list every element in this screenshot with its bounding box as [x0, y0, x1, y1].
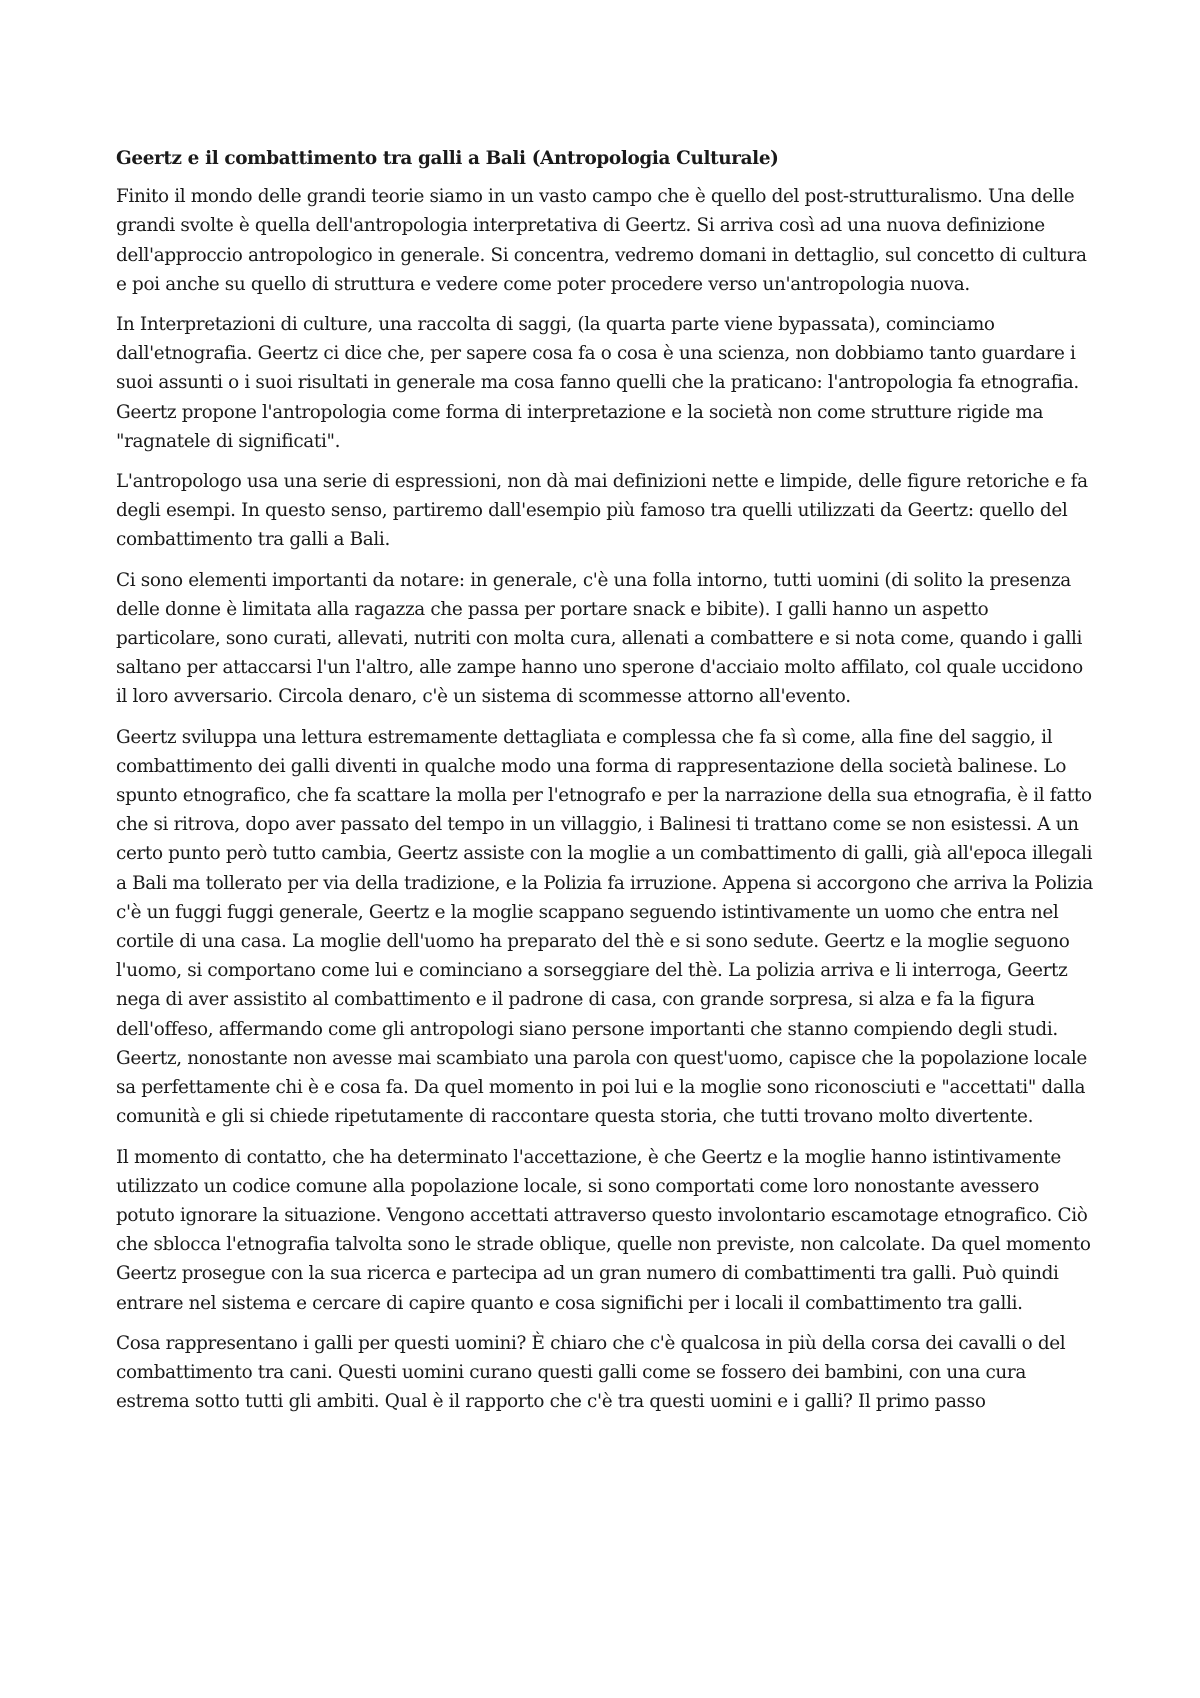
paragraph-anthropologist-expressions: L'antropologo usa una serie di espressioni, non dà mai definizioni nette e limpide, delle figure retoriche e fa degli esempi. In questo senso, partiremo dall'esempio più famoso tra quelli utilizzati da Geertz: quello del combattimento tra galli a Bali. — [116, 471, 1088, 551]
paragraph-what-roosters-represent: Cosa rappresentano i galli per questi uomini? È chiaro che c'è qualcosa in più della corsa dei cavalli o del combattimento tra cani. Questi uomini curano questi galli come se fossero dei bambini, con una cura estrema sotto tutti gli ambiti. Qual è il rapporto che c'è tra questi uomini e i galli? Il primo passo — [116, 1332, 1066, 1413]
paragraph-geertz-story: Geertz sviluppa una lettura estremamente dettagliata e complessa che fa sì come, alla fine del saggio, il combattimento dei galli diventi in qualche modo una forma di rappresentazione della società balinese. Lo spunto etnografico, che fa scattare la molla per l'etnografo e per la narrazione della sua etnografia, è il fatto che si ritrova, dopo aver passato del tempo in un villaggio, i Balinesi ti trattano come se non esistessi. A un certo punto però tutto cambia, Geertz assiste con la moglie a un combattimento di galli, già all'epoca illegali a Bali ma tollerato per via della tradizione, e la Polizia fa irruzione. Appena si accorgono che arriva la Polizia c'è un fuggi fuggi generale, Geertz e la moglie scappano seguendo istintivamente un uomo che entra nel cortile di una casa. La moglie dell'uomo ha preparato del thè e si sono sedute. Geertz e la moglie seguono l'uomo, si comportano come lui e cominciano a sorseggiare del thè. La polizia arriva e li interroga, Geertz nega di aver assistito al combattimento e il padrone di casa, con grande sorpresa, si alza e fa la figura dell'offeso, affermando come gli antropologi siano persone importanti che stanno compiendo degli studi. Geertz, nonostante non avesse mai scambiato una parola con quest'uomo, capisce che la popolazione locale sa perfettamente chi è e cosa fa. Da quel momento in poi lui e la moglie sono riconosciuti e "accettati" dalla comunità e gli si chiede ripetutamente di raccontare questa storia, che tutti trovano molto divertente. — [116, 726, 1093, 1128]
document-body — [116, 144, 1094, 1427]
paragraph-post-structuralism: Finito il mondo delle grandi teorie siamo in un vasto campo che è quello del post-strutturalismo. Una delle grandi svolte è quella dell'antropologia interpretativa di Geertz. Si arriva così ad una nuova definizione dell'approccio antropologico in generale. Si concentra, vedremo domani in dettaglio, sul concetto di cultura e poi anche su quello di struttura e vedere come poter procedere verso un'antropologia nuova. — [116, 186, 1087, 295]
document-title: Geertz e il combattimento tra galli a Bali (Antropologia Culturale) — [116, 148, 779, 169]
paragraph-moment-of-contact: Il momento di contatto, che ha determinato l'accettazione, è che Geertz e la moglie hanno istintivamente utilizzato un codice comune alla popolazione locale, si sono comportati come loro nonostante avessero potuto ignorare la situazione. Vengono accettati attraverso questo involontario escamotage etnografico. Ciò che sblocca l'etnografia talvolta sono le strade oblique, quelle non previste, non calcolate. Da quel momento Geertz prosegue con la sua ricerca e partecipa ad un gran numero di combattimenti tra galli. Può quindi entrare nel sistema e cercare di capire quanto e cosa significhi per i locali il combattimento tra galli. — [116, 1146, 1091, 1314]
paragraph-cockfight-elements: Ci sono elementi importanti da notare: in generale, c'è una folla intorno, tutti uomini (di solito la presenza delle donne è limitata alla ragazza che passa per portare snack e bibite). I galli hanno un aspetto particolare, sono curati, allevati, nutriti con molta cura, allenati a combattere e si nota come, quando i galli saltano per attaccarsi l'un l'altro, alle zampe hanno uno sperone d'acciaio molto affilato, col quale uccidono il loro avversario. Circola denaro, c'è un sistema di scommesse attorno all'evento. — [116, 569, 1083, 708]
paragraph-interpretation-of-cultures: In Interpretazioni di culture, una raccolta di saggi, (la quarta parte viene bypassata), cominciamo dall'etnografia. Geertz ci dice che, per sapere cosa fa o cosa è una scienza, non dobbiamo tanto guardare i suoi assunti o i suoi risultati in generale ma cosa fanno quelli che la praticano: l'antropologia fa etnografia. Geertz propone l'antropologia come forma di interpretazione e la società non come strutture rigide ma "ragnatele di significati". — [116, 314, 1079, 452]
